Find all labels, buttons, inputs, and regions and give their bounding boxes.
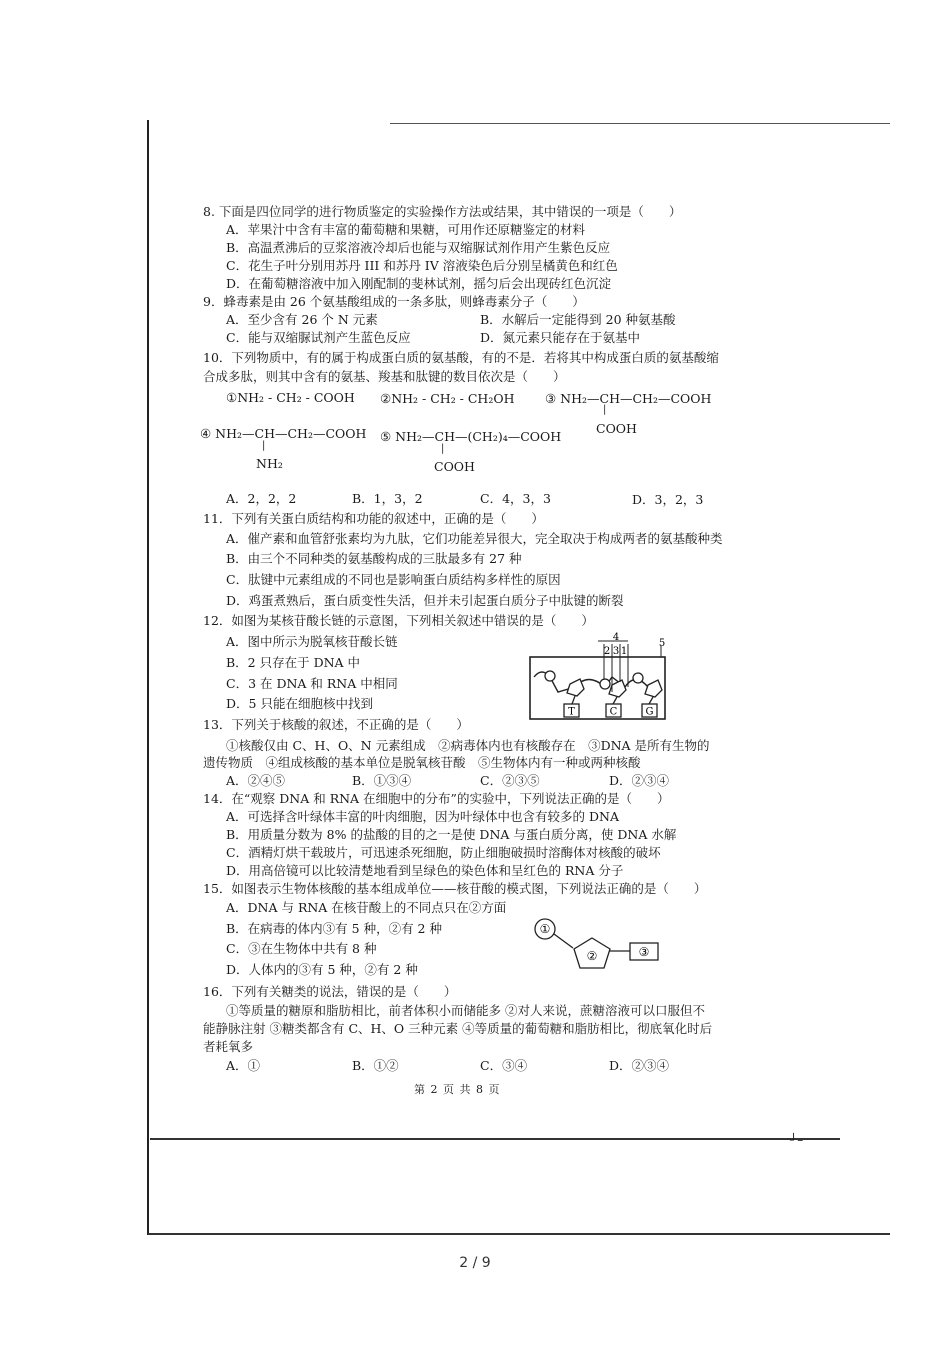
q16-stem: 16．下列有关糖类的说法，错误的是（ ） [203, 984, 457, 999]
q8-option-c: C．花生子叶分别用苏丹 III 和苏丹 IV 溶液染色后分别呈橘黄色和红色 [226, 258, 618, 273]
q15-option-c: C．③在生物体中共有 8 种 [226, 941, 377, 956]
page-footer: 第 2 页 共 8 页 [414, 1083, 501, 1096]
q16-option-c: C．③④ [480, 1058, 528, 1073]
q14-stem: 14．在“观察 DNA 和 RNA 在细胞中的分布”的实验中，下列说法正确的是（ ） [203, 791, 670, 806]
q13-option-d: D．②③④ [609, 773, 670, 788]
q13-option-c: C．②③⑤ [480, 773, 540, 788]
q8-stem: 8. 下面是四位同学的进行物质鉴定的实验操作方法或结果，其中错误的一项是（ ） [203, 204, 682, 219]
base-t: T [568, 706, 575, 718]
q10-substance-3-branch: COOH [596, 421, 637, 436]
q10-option-a: A．2，2，2 [226, 491, 297, 506]
q16-statement-line1: ①等质量的糖原和脂肪相比，前者体积小而储能多 ②对人来说，蔗糖溶液可以口服但不 [226, 1003, 705, 1018]
q9-option-c: C．能与双缩脲试剂产生蓝色反应 [226, 330, 411, 345]
q15-stem: 15．如图表示生物体核酸的基本组成单位——核苷酸的模式图，下列说法正确的是（ ） [203, 881, 707, 896]
q14-option-d: D．用高倍镜可以比较清楚地看到呈绿色的染色体和呈红色的 RNA 分子 [226, 863, 624, 878]
q9-stem: 9．蜂毒素是由 26 个氨基酸组成的一条多肽，则蜂毒素分子（ ） [203, 294, 585, 309]
q15-option-b: B．在病毒的体内③有 5 种，②有 2 种 [226, 921, 442, 936]
page-number: 2 / 9 [459, 1255, 491, 1271]
q10-substance-3: ③ NH₂—CH—CH₂—COOH [545, 391, 712, 406]
q10-substance-5-bond: | [441, 443, 445, 454]
nucleotide-chain-diagram [520, 632, 680, 724]
base-c: C [609, 706, 618, 718]
q10-stem-line2: 合成多肽，则其中含有的氨基、羧基和肽键的数目依次是（ ） [203, 369, 566, 384]
q13-statement-line2: 遗传物质 ④组成核酸的基本单位是脱氧核苷酸 ⑤生物体内有一种或两种核酸 [203, 755, 641, 770]
label-1: 1 [620, 646, 628, 657]
q16-statement-line3: 者耗氧多 [203, 1039, 254, 1054]
q10-option-d: D．3，2，3 [632, 492, 704, 507]
q11-option-b: B．由三个不同种类的氨基酸构成的三肽最多有 27 种 [226, 551, 522, 566]
q10-option-b: B．1，3，2 [352, 491, 423, 506]
q16-option-a: A．① [226, 1058, 261, 1073]
q12-option-b: B．2 只存在于 DNA 中 [226, 655, 361, 670]
corner-mark: ┘– [790, 1133, 804, 1147]
q8-option-a: A．苹果汁中含有丰富的葡萄糖和果糖，可用作还原糖鉴定的材料 [226, 222, 586, 237]
q8-option-d: D．在葡萄糖溶液中加入刚配制的斐林试剂，摇匀后会出现砖红色沉淀 [226, 276, 612, 291]
q16-option-d: D．②③④ [609, 1058, 670, 1073]
label-phosphate: ① [539, 922, 551, 936]
label-base: ③ [638, 945, 650, 959]
label-3: 3 [612, 646, 620, 657]
q10-option-c: C．4，3，3 [480, 491, 551, 506]
q14-option-c: C．酒精灯烘干载玻片，可迅速杀死细胞，防止细胞破损时溶酶体对核酸的破坏 [226, 845, 661, 860]
scan-border-left [147, 120, 149, 1235]
q11-option-d: D．鸡蛋煮熟后，蛋白质变性失活，但并未引起蛋白质分子中肽键的断裂 [226, 593, 624, 608]
q12-stem: 12．如图为某核苷酸长链的示意图，下列相关叙述中错误的是（ ） [203, 613, 594, 628]
label-sugar: ② [586, 949, 598, 963]
q10-substance-1: ①NH₂ - CH₂ - COOH [226, 390, 355, 405]
q11-option-c: C．肽键中元素组成的不同也是影响蛋白质结构多样性的原因 [226, 572, 561, 587]
label-4: 4 [612, 632, 620, 643]
nucleotide-model-diagram [528, 914, 668, 972]
q10-stem-line1: 10．下列物质中，有的属于构成蛋白质的氨基酸，有的不是．若将其中构成蛋白质的氨基酸缩 [203, 350, 719, 365]
q16-statement-line2: 能静脉注射 ③糖类都含有 C、H、O 三种元素 ④等质量的葡萄糖和脂肪相比，彻底氧化时后 [203, 1021, 713, 1036]
q10-substance-4: ④ NH₂—CH—CH₂—COOH [200, 426, 367, 441]
q15-option-a: A．DNA 与 RNA 在核苷酸上的不同点只在②方面 [226, 900, 507, 915]
q11-option-a: A．催产素和血管舒张素均为九肽，它们功能差异很大，完全取决于构成两者的氨基酸种类 [226, 531, 723, 546]
q10-substance-2: ②NH₂ - CH₂ - CH₂OH [380, 391, 515, 406]
q11-stem: 11．下列有关蛋白质结构和功能的叙述中，正确的是（ ） [203, 511, 544, 526]
q10-substance-4-branch: NH₂ [256, 456, 283, 471]
q10-substance-3-bond: | [603, 404, 607, 415]
q16-option-b: B．①② [352, 1058, 399, 1073]
label-5: 5 [658, 638, 666, 649]
q10-substance-5-branch: COOH [434, 459, 475, 474]
base-g: G [645, 706, 654, 718]
q13-statement-line1: ①核酸仅由 C、H、O、N 元素组成 ②病毒体内也有核酸存在 ③DNA 是所有生物的 [226, 738, 710, 753]
q15-option-d: D．人体内的③有 5 种，②有 2 种 [226, 962, 418, 977]
q13-stem: 13．下列关于核酸的叙述，不正确的是（ ） [203, 717, 469, 732]
q9-option-d: D．氮元素只能存在于氨基中 [480, 330, 641, 345]
scan-border-top [390, 123, 890, 124]
q13-option-a: A．②④⑤ [226, 773, 286, 788]
q9-option-b: B．水解后一定能得到 20 种氨基酸 [480, 312, 676, 327]
q14-option-b: B．用质量分数为 8% 的盐酸的目的之一是使 DNA 与蛋白质分离，使 DNA 水解 [226, 827, 677, 842]
q12-option-d: D．5 只能在细胞核中找到 [226, 696, 373, 711]
q12-option-c: C．3 在 DNA 和 RNA 中相同 [226, 676, 398, 691]
label-2: 2 [603, 646, 611, 657]
q10-substance-5: ⑤ NH₂—CH—(CH₂)₄—COOH [380, 429, 562, 444]
q13-option-b: B．①③④ [352, 773, 412, 788]
scan-border-lower [148, 1233, 890, 1235]
q9-option-a: A．至少含有 26 个 N 元素 [226, 312, 378, 327]
q10-substance-4-bond: | [262, 440, 266, 451]
q14-option-a: A．可选择含叶绿体丰富的叶肉细胞，因为叶绿体中也含有较多的 DNA [226, 809, 619, 824]
q8-option-b: B．高温煮沸后的豆浆溶液冷却后也能与双缩脲试剂作用产生紫色反应 [226, 240, 611, 255]
scan-border-bottom [150, 1138, 840, 1140]
q12-option-a: A．图中所示为脱氧核苷酸长链 [226, 634, 398, 649]
